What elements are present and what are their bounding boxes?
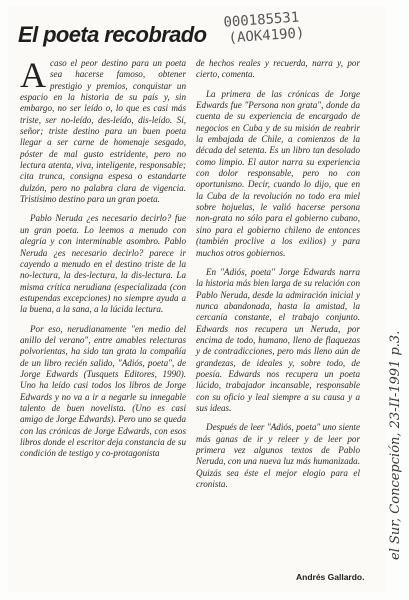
stamp-code: (AOK4190) — [228, 25, 305, 47]
article-title: El poeta recobrado — [18, 22, 207, 47]
paragraph: Pablo Neruda ¿es necesario decirlo? fue un gran poeta. Lo leemos a menudo con alegría y con interminable asombro. Pablo Neruda ¿es necesario decirlo? parece ir cayendo a menudo en el destino triste de la no-lectura, la des-lectura, la dis-lectura. La misma crítica nerudiana (especializada (con estupendas excepciones) no siempre ayuda a la buena, a la sana, a la lúcida lectura. — [20, 213, 186, 315]
paragraph: Después de leer "Adiós, poeta" uno siente más ganas de ir y releer y de leer por primera vez algunos textos de Pablo Neruda, con una nueva luz más humanizada. Quizás sea éste el mejor elogio para el cronista. — [196, 422, 360, 490]
right-column — [196, 58, 360, 498]
handwritten-source-note: el Sur, Concepción, 23-II-1991 p.3. — [388, 330, 403, 560]
left-column — [20, 55, 186, 468]
paragraph — [20, 55, 186, 205]
paragraph: La primera de las crónicas de Jorge Edwards fue "Persona non grata", donde da cuenta de su experiencia de encargado de negocios en Cuba y de su misión de reabrir la embajada de Chile, a comienzos de la década del setenta. Es un libro tan desolado como limpio. El autor narra su experiencia con dolor responsable, pero no con oportunismo. Decir, cuando lo dijo, que en la Cuba de la revolución no todo era miel sobre hojuelas, le valió hacerse persona non-grata no sólo para el gobierno cubano, sino para el gobierno chileno de entonces (también proclive a los exilios) y para muchos otros gobiernos. — [196, 88, 360, 258]
archive-stamp — [223, 9, 305, 46]
paragraph: En "Adiós, poeta" Jorge Edwards narra la historia más bien larga de su relación con Pablo Neruda, desde la admiración inicial y nunca abandonada, hasta la amistad, la cercanía constante, el trabajo conjunto. Edwards nos recupera un Neruda, por encima de todo, humano, lleno de flaquezas y de contradicciones, pero más lleno aún de grandezas, de ideales y, sobre todo, de poesía. Edwards nos recupera un poeta lúcido, trabajador incansable, responsable con su oficio y leal siempre a su causa y a sus ideas. — [196, 266, 360, 413]
paragraph-text: caso el peor destino para un poeta sea hacerse famoso, obtener prestigio y premios, conquistar un espacio en la historia de su país y, sin embargo, no ser leído o, lo que es casi más triste, ser no-leído, des-leído, dis-leído. Sí, señor; triste destino para un buen poeta llegar a ser carne de homenaje sesgado, póster de mal gusto estridente, pero no lectura atenta, viva, inteligente, responsable; cita trunca, consigna espesa o estandarte dulzón, pero no palabra clara de vigencia. Tristísimo destino para un gran poeta. — [20, 58, 186, 205]
drop-cap: A — [20, 55, 46, 95]
author-byline: Andrés Gallardo. — [296, 572, 365, 582]
paragraph: Por eso, nerudianamente "en medio del anillo del verano", entre amables relecturas polvorientas, ha sido tan grata la compañía de un libro recién salido, "Adiós, poeta", de Jorge Edwards (Tusquets Editores, 1990). Uno ha leído casi todos los libros de Jorge Edwards y no va a ir a negarle su innegable talento de buen novelista. (Uno es casi amigo de Jorge Edwards). Pero uno se queda con las crónicas de Jorge Edwards, con esos libros donde el escritor deja constancia de su condición de testigo y co-protagonista — [20, 323, 186, 459]
stamp-number: 000185531 — [222, 9, 300, 31]
paragraph: de hechos reales y recuerda, narra y, por cierto, comenta. — [196, 58, 360, 80]
